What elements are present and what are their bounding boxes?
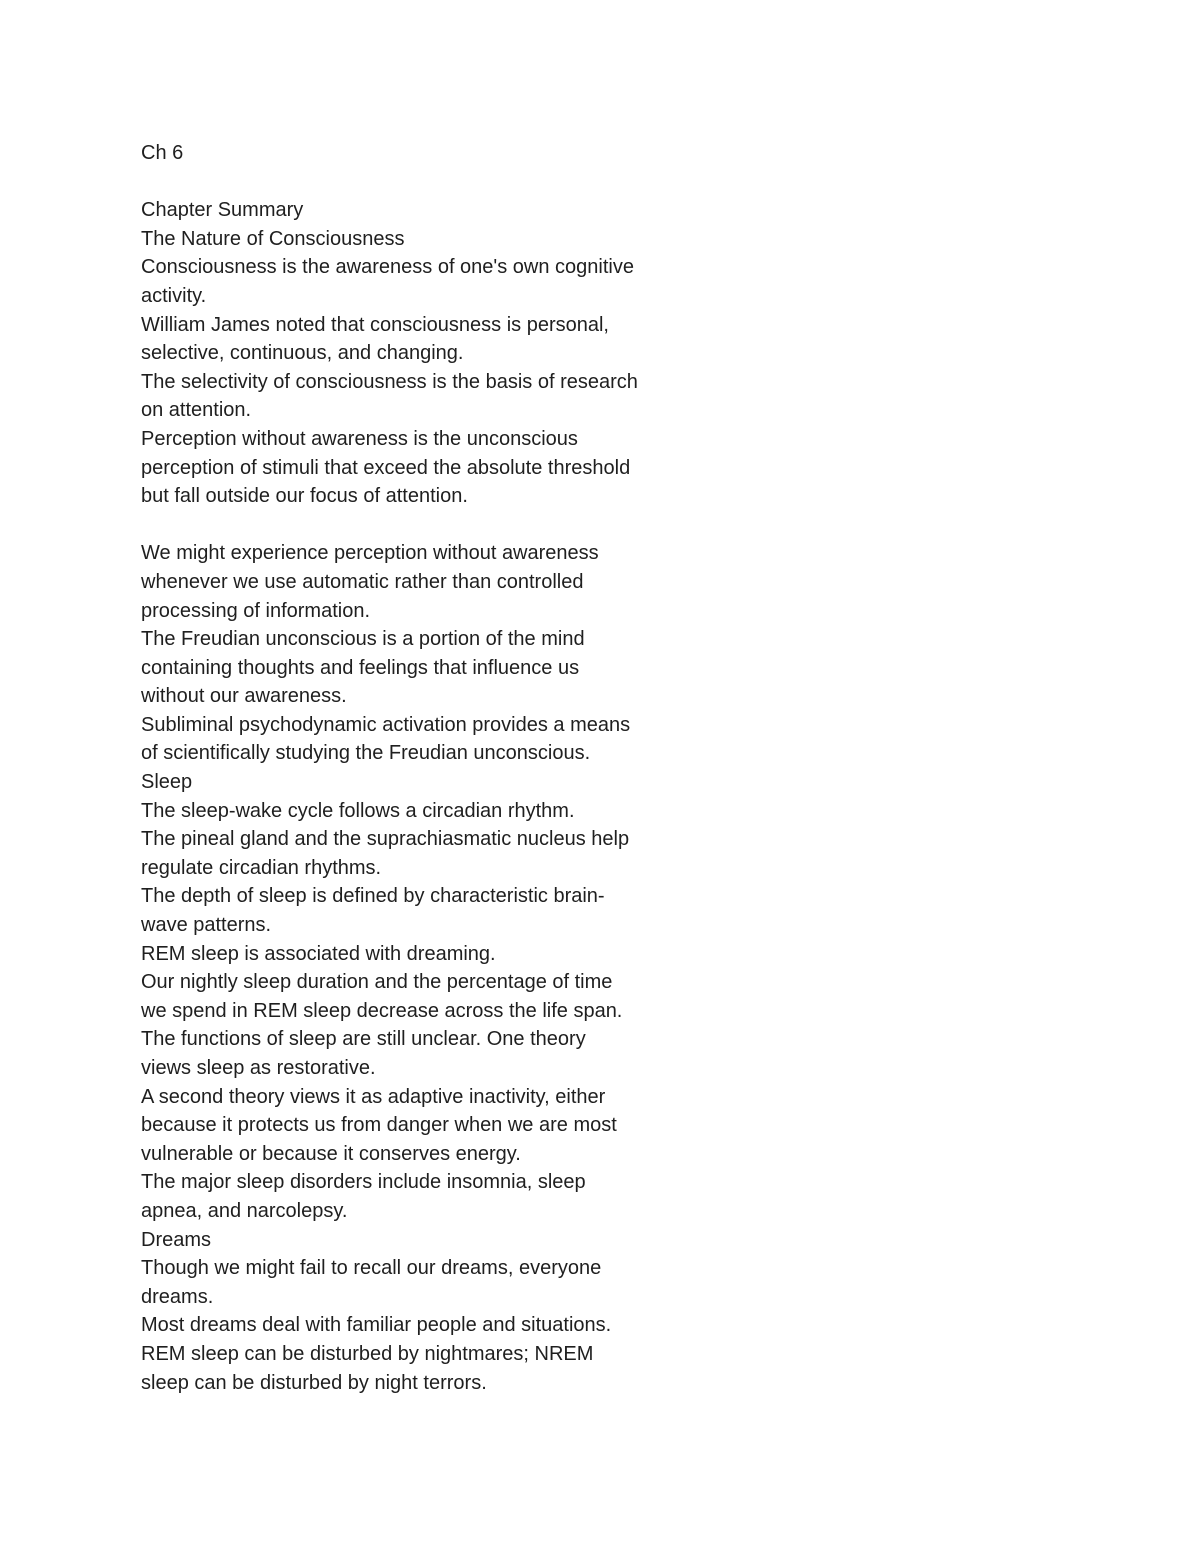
text-line: of scientifically studying the Freudian unconscious. — [141, 742, 591, 765]
blank-line — [141, 168, 701, 197]
chapter-heading: Ch 6 — [141, 142, 184, 164]
text-line: REM sleep is associated with dreaming. — [141, 942, 496, 965]
text-line: William James noted that consciousness is personal, — [141, 313, 609, 336]
text-line: The Freudian unconscious is a portion of the mind — [141, 628, 585, 651]
text-line: dreams. — [141, 1285, 214, 1308]
text-line: Consciousness is the awareness of one's own cognitive — [141, 256, 634, 279]
text-line: containing thoughts and feelings that influence us — [141, 656, 580, 679]
text-line: vulnerable or because it conserves energy. — [141, 1142, 521, 1165]
text-line: whenever we use automatic rather than controlled — [141, 570, 584, 593]
text-line: Most dreams deal with familiar people and situations. — [141, 1314, 612, 1337]
text-line: The functions of sleep are still unclear. One theory — [141, 1028, 586, 1051]
text-line: because it protects us from danger when we are most — [141, 1114, 617, 1137]
text-line: The depth of sleep is defined by characteristic brain- — [141, 885, 605, 908]
text-line: without our awareness. — [141, 685, 347, 708]
section-title: Chapter Summary — [141, 199, 304, 222]
text-line: processing of information. — [141, 599, 371, 622]
text-line: The major sleep disorders include insomnia, sleep — [141, 1171, 586, 1194]
text-line: The selectivity of consciousness is the basis of research — [141, 370, 638, 393]
text-line: perception of stimuli that exceed the absolute threshold — [141, 456, 631, 479]
subsection-title: Sleep — [141, 771, 193, 794]
text-line: Subliminal psychodynamic activation provides a means — [141, 713, 631, 736]
text-line: wave patterns. — [141, 914, 272, 937]
text-line: on attention. — [141, 399, 252, 422]
text-line: REM sleep can be disturbed by nightmares; NREM — [141, 1342, 594, 1365]
text-line: but fall outside our focus of attention. — [141, 485, 468, 508]
text-line: Perception without awareness is the unconscious — [141, 427, 578, 450]
text-line: The sleep-wake cycle follows a circadian rhythm. — [141, 799, 575, 822]
subsection-title: The Nature of Consciousness — [141, 227, 405, 250]
text-line: regulate circadian rhythms. — [141, 856, 382, 879]
document-body — [141, 139, 701, 1397]
text-line: A second theory views it as adaptive inactivity, either — [141, 1085, 606, 1108]
text-line: sleep can be disturbed by night terrors. — [141, 1371, 487, 1394]
text-line: views sleep as restorative. — [141, 1057, 376, 1079]
subsection-title: Dreams — [141, 1228, 212, 1251]
text-line: Our nightly sleep duration and the percentage of time — [141, 971, 613, 994]
text-line: we spend in REM sleep decrease across the life span. — [141, 999, 623, 1022]
blank-line — [141, 511, 701, 540]
text-line: The pineal gland and the suprachiasmatic nucleus help — [141, 828, 630, 851]
text-line: activity. — [141, 284, 207, 307]
text-line: apnea, and narcolepsy. — [141, 1199, 348, 1222]
text-line: Though we might fail to recall our dreams, everyone — [141, 1257, 602, 1280]
text-line: We might experience perception without awareness — [141, 542, 599, 565]
text-line: selective, continuous, and changing. — [141, 342, 464, 365]
